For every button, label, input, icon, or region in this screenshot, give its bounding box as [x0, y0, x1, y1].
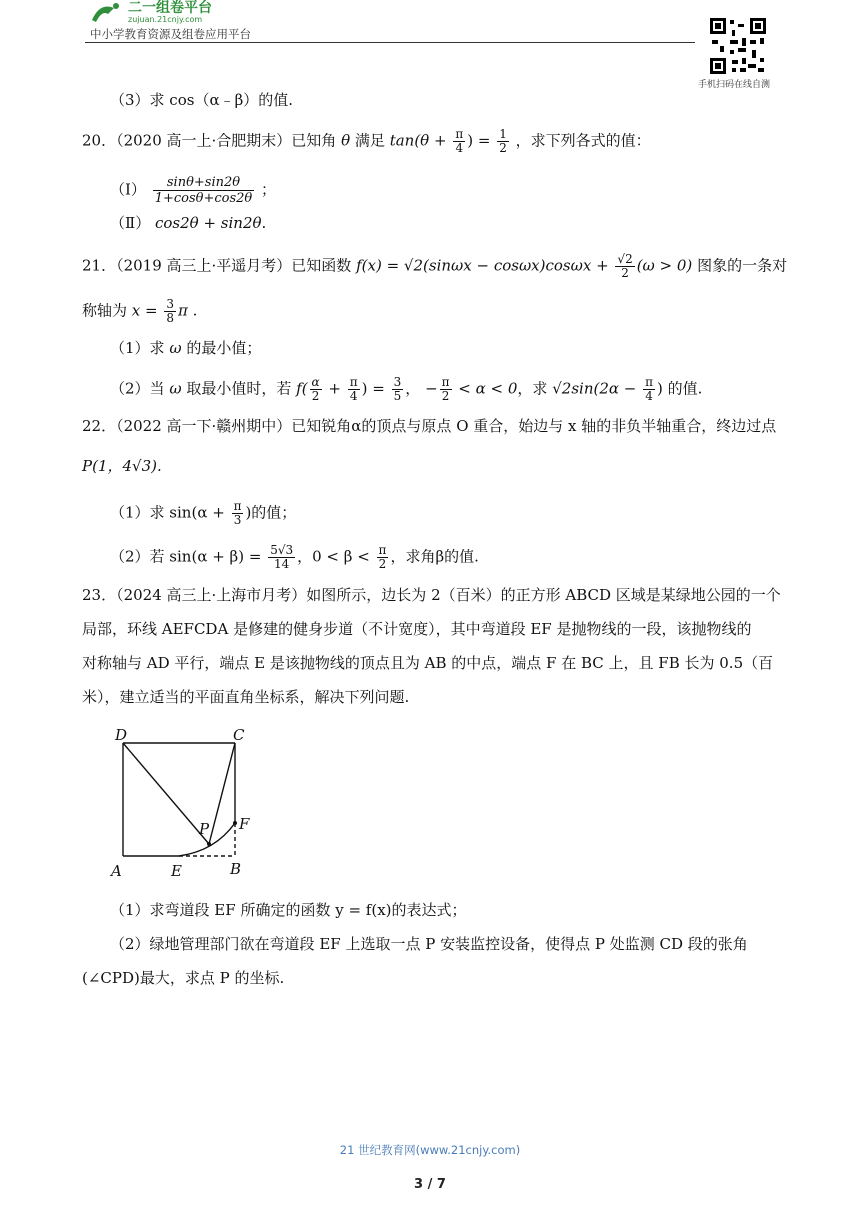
q19-part3: （3）求 cos（α﹣β）的值. [110, 91, 294, 109]
q21-line2: 称轴为 x = $\frac{3}{8}$ π . [82, 297, 198, 325]
segment-DP [123, 743, 209, 844]
label-F: F [239, 815, 250, 833]
q20-part2: （Ⅱ） cos2θ + sin2θ. [110, 214, 267, 232]
q23-part2-line1: （2）绿地管理部门欲在弯道段 EF 上选取一点 P 安装监控设备，使得点 P 处监测 CD 段的张角 [110, 935, 748, 953]
header-subtitle: 中小学教育资源及组卷应用平台 [90, 27, 251, 41]
q22-stem: 22．（2022 高一下·赣州期中）已知锐角α的顶点与原点 O 重合，始边与 x 轴的非负半轴重合，终边过点 [82, 417, 777, 435]
q22-point: P(1，4√3). [82, 457, 162, 475]
q23-part2-line2: (∠CPD)最大，求点 P 的坐标. [82, 969, 285, 987]
header-divider [85, 42, 695, 43]
q21-part1: （1）求 ω 的最小值； [110, 339, 262, 357]
q22-part1: （1）求 sin(α + $\frac{\pi}{3}$ )的值； [110, 499, 297, 527]
q23-part1: （1）求弯道段 EF 所确定的函数 y = f(x)的表达式； [110, 901, 467, 919]
square-figure [105, 725, 275, 889]
site-logo [88, 0, 268, 24]
label-C: C [233, 726, 245, 744]
label-B: B [230, 860, 242, 878]
q23-line4: 米），建立适当的平面直角坐标系，解决下列问题. [82, 688, 410, 706]
q23-line2: 局部，环线 AEFCDA 是修建的健身步道（不计宽度），其中弯道段 EF 是抛物线的一段，该抛物线的 [82, 620, 752, 638]
qr-caption: 手机扫码在线自测 [698, 80, 771, 90]
label-D: D [115, 726, 128, 744]
q20-stem: 20．（2020 高一上·合肥期末）已知角 θ 满足 tan(θ + $\frac{\pi}{4}$ ) = $\frac{1}{2}$ ，求下列各式的值： [82, 127, 651, 155]
label-E: E [171, 862, 182, 880]
logo-text: 二一组卷平台 [128, 0, 212, 16]
q21-stem: 21．（2019 高三上·平遥月考）已知函数 f(x) = √2(sinωx − cosωx)cosωx + $\frac{√2}{2}$ (ω > 0) 图象的一条对 [82, 252, 788, 280]
label-P: P [199, 820, 210, 838]
point-F [233, 821, 237, 825]
q21-part2: （2）当 ω 取最小值时，若 f( $\frac{\alpha}{2}$ + $\frac{\pi}{4}$ ) = $\frac{3}{5}$ ， − $\frac{\pi}{2}$ < α < 0，求 √2sin(2α − $\frac{\pi}{4}$ ) 的值. [110, 375, 703, 403]
footer-site-link[interactable]: 21 世纪教育网(www.21cnjy.com) [339, 1143, 521, 1157]
label-A: A [111, 862, 122, 880]
qr-code-icon [708, 16, 768, 76]
q20-part1: （Ⅰ） $\frac{\sin\theta+\sin 2\theta}{1+\cos\theta+\cos 2\theta}$ ； [110, 175, 277, 206]
q22-part2: （2）若 sin(α + β) = $\frac{5√3}{14}$ ，0 < β < $\frac{\pi}{2}$ ，求角β的值. [110, 543, 479, 571]
q23-line1: 23．（2024 高三上·上海市月考）如图所示，边长为 2（百米）的正方形 ABCD 区域是某绿地公园的一个 [82, 586, 781, 604]
logo-url: zujuan.21cnjy.com [128, 15, 203, 24]
page-number: 3 / 7 [414, 1177, 446, 1192]
point-P [207, 842, 211, 846]
q23-line3: 对称轴与 AD 平行，端点 E 是该抛物线的顶点且为 AB 的中点，端点 F 在 BC 上，且 FB 长为 0.5（百 [82, 654, 774, 672]
